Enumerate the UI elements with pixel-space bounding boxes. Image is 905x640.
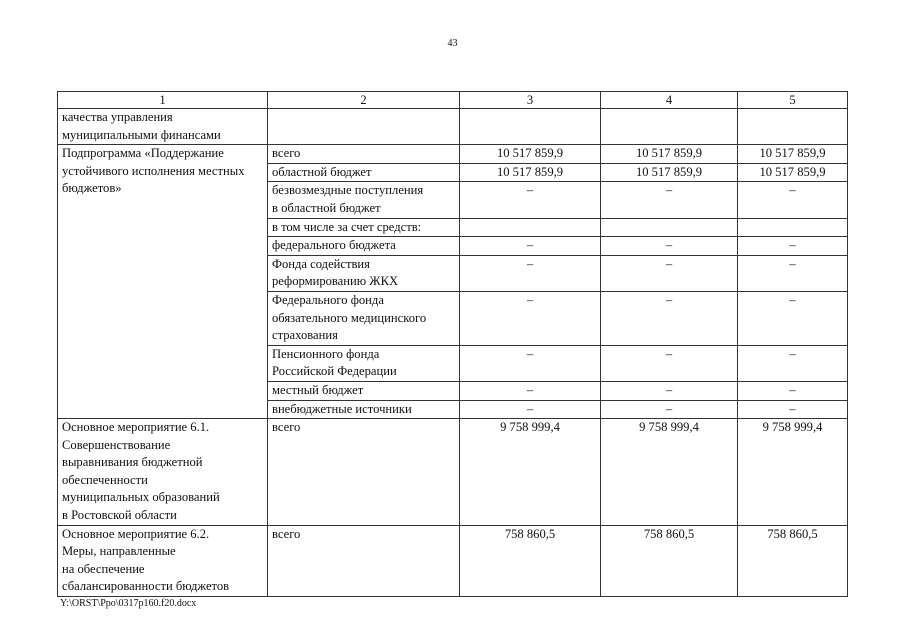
header-col-4: 4 bbox=[601, 92, 738, 109]
measure-6-2-name: Основное мероприятие 6.2. Меры, направленные на обеспечение сбалансированности бюджетов bbox=[58, 525, 268, 596]
subprogram-name: Подпрограмма «Поддержание устойчивого исполнения местных бюджетов» bbox=[58, 145, 268, 419]
source-label: всего bbox=[268, 525, 460, 596]
table-cell bbox=[268, 109, 460, 145]
value-cell: – bbox=[460, 237, 601, 256]
continuation-name: качества управления муниципальными финансами bbox=[58, 109, 268, 145]
value-cell: – bbox=[460, 291, 601, 345]
value-cell: – bbox=[601, 291, 738, 345]
value-cell: 10 517 859,9 bbox=[738, 145, 848, 164]
table-cell bbox=[460, 109, 601, 145]
value-cell: – bbox=[460, 345, 601, 381]
source-label: областной бюджет bbox=[268, 163, 460, 182]
value-cell: – bbox=[738, 255, 848, 291]
value-cell: – bbox=[601, 237, 738, 256]
value-cell: – bbox=[738, 182, 848, 218]
source-label: всего bbox=[268, 145, 460, 164]
source-label: Федерального фонда обязательного медицинского страхования bbox=[268, 291, 460, 345]
value-cell: – bbox=[460, 381, 601, 400]
value-cell: 10 517 859,9 bbox=[601, 163, 738, 182]
value-cell: 758 860,5 bbox=[601, 525, 738, 596]
header-col-1: 1 bbox=[58, 92, 268, 109]
source-label: внебюджетные источники bbox=[268, 400, 460, 419]
table-cell bbox=[738, 109, 848, 145]
value-cell bbox=[738, 218, 848, 237]
table-row bbox=[58, 419, 848, 526]
value-cell: – bbox=[738, 345, 848, 381]
source-label: федерального бюджета bbox=[268, 237, 460, 256]
value-cell: – bbox=[460, 255, 601, 291]
header-col-3: 3 bbox=[460, 92, 601, 109]
table-row bbox=[58, 145, 848, 164]
value-cell: – bbox=[601, 400, 738, 419]
value-cell: – bbox=[738, 291, 848, 345]
value-cell: – bbox=[738, 400, 848, 419]
value-cell: – bbox=[601, 255, 738, 291]
file-path-footer: Y:\ORST\Ppo\0317p160.f20.docx bbox=[60, 598, 197, 609]
source-label: Фонда содействия реформированию ЖКХ bbox=[268, 255, 460, 291]
value-cell: – bbox=[601, 345, 738, 381]
header-col-2: 2 bbox=[268, 92, 460, 109]
header-col-5: 5 bbox=[738, 92, 848, 109]
value-cell: – bbox=[460, 400, 601, 419]
page-number: 43 bbox=[447, 38, 458, 49]
source-label: безвозмездные поступления в областной бюджет bbox=[268, 182, 460, 218]
measure-6-1-name: Основное мероприятие 6.1. Совершенствование выравнивания бюджетной обеспеченности муниципальных образований в Ростовской области bbox=[58, 419, 268, 526]
value-cell: – bbox=[601, 182, 738, 218]
value-cell: 9 758 999,4 bbox=[601, 419, 738, 526]
source-label: Пенсионного фонда Российской Федерации bbox=[268, 345, 460, 381]
source-label: всего bbox=[268, 419, 460, 526]
value-cell: 10 517 859,9 bbox=[460, 163, 601, 182]
value-cell: 10 517 859,9 bbox=[460, 145, 601, 164]
value-cell: 758 860,5 bbox=[738, 525, 848, 596]
header-row bbox=[58, 92, 848, 109]
table-row bbox=[58, 109, 848, 145]
budget-table bbox=[57, 91, 848, 597]
value-cell: 758 860,5 bbox=[460, 525, 601, 596]
value-cell bbox=[601, 218, 738, 237]
value-cell: – bbox=[601, 381, 738, 400]
value-cell: – bbox=[460, 182, 601, 218]
value-cell: 10 517 859,9 bbox=[738, 163, 848, 182]
value-cell: 10 517 859,9 bbox=[601, 145, 738, 164]
table-cell bbox=[601, 109, 738, 145]
source-label: местный бюджет bbox=[268, 381, 460, 400]
value-cell: 9 758 999,4 bbox=[460, 419, 601, 526]
table-row bbox=[58, 525, 848, 596]
source-label: в том числе за счет средств: bbox=[268, 218, 460, 237]
value-cell: – bbox=[738, 237, 848, 256]
value-cell: – bbox=[738, 381, 848, 400]
value-cell bbox=[460, 218, 601, 237]
value-cell: 9 758 999,4 bbox=[738, 419, 848, 526]
